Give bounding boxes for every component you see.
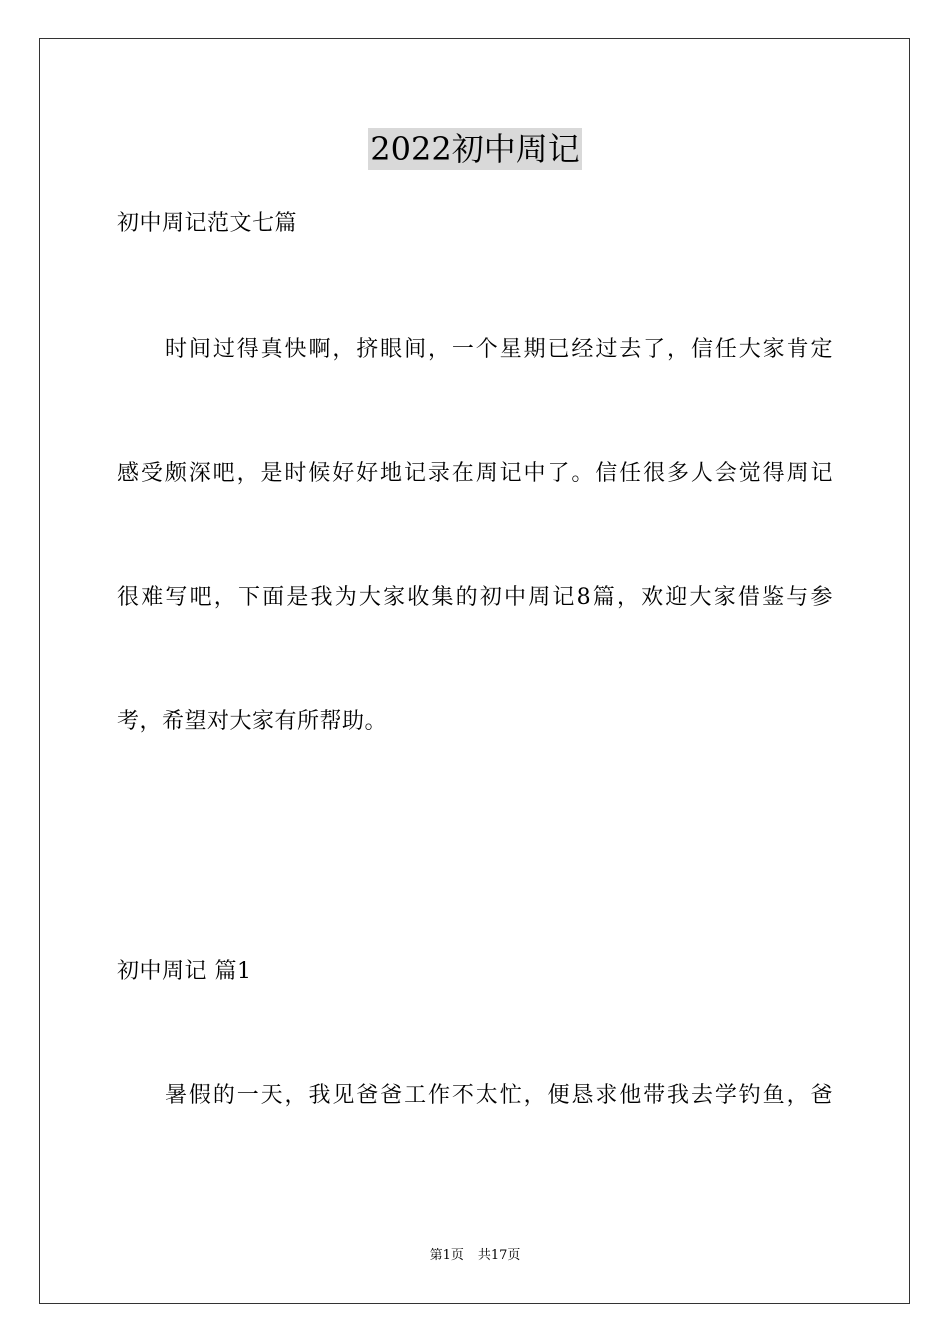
intro-paragraph-line: 时间过得真快啊，挤眼间，一个星期已经过去了，信任大家肯定 [165,337,833,362]
intro-paragraph-line: 很难写吧，下面是我为大家收集的初中周记8篇，欢迎大家借鉴与参 [117,585,833,610]
section-paragraph-line: 暑假的一天，我见爸爸工作不太忙，便恳求他带我去学钓鱼，爸 [165,1083,833,1108]
section-heading: 初中周记 篇1 [117,959,252,984]
intro-paragraph-line: 感受颇深吧，是时候好好地记录在周记中了。信任很多人会觉得周记 [117,461,833,486]
page-number-current: 第1页 [429,1248,464,1263]
page-number-total: 共17页 [477,1248,521,1263]
page-footer [0,1246,950,1266]
title-container [0,128,950,170]
document-title: 2022初中周记 [370,130,580,168]
document-subtitle: 初中周记范文七篇 [117,211,298,236]
intro-paragraph-line: 考，希望对大家有所帮助。 [117,709,388,734]
